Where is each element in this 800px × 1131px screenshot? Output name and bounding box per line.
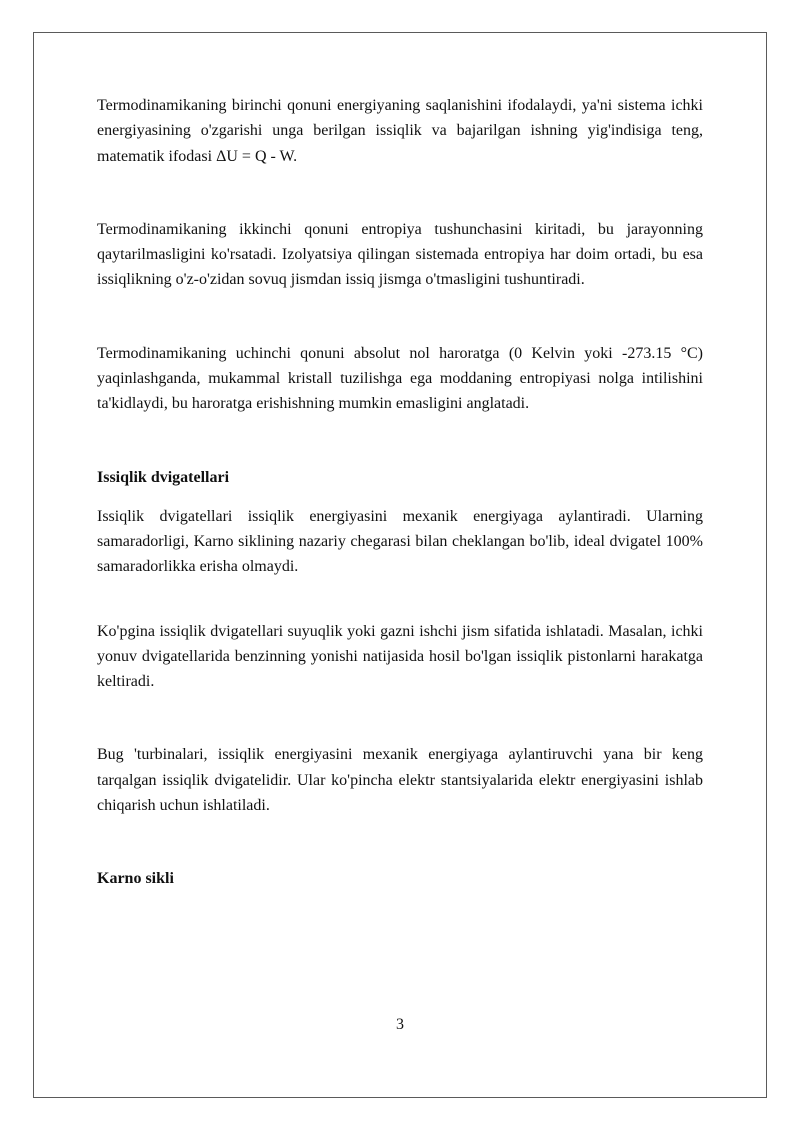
paragraph-heat-engines-intro: Issiqlik dvigatellari issiqlik energiyasini mexanik energiyaga aylantiradi. Ularning samaradorligi, Karno siklining nazariy chegarasi bilan cheklangan bo'lib, ideal dvigatel 100% samaradorlikka erisha olmaydi. bbox=[97, 507, 703, 576]
paragraph-first-law: Termodinamikaning birinchi qonuni energiyaning saqlanishini ifodalaydi, ya'ni sistema ichki energiyasining o'zgarishi unga berilgan issiqlik va bajarilgan ishning yig'indisiga teng, matematik ifodasi ΔU = Q - W. bbox=[97, 97, 703, 165]
paragraph-working-fluid: Ko'pgina issiqlik dvigatellari suyuqlik yoki gazni ishchi jism sifatida ishlatadi. Masalan, ichki yonuv dvigatellarida benzinning yonishi natijasida hosil bo'lgan issiqlik pistonlarni harakatga keltiradi. bbox=[97, 622, 703, 691]
paragraph-second-law: Termodinamikaning ikkinchi qonuni entropiya tushunchasini kiritadi, bu jarayonning qaytarilmasligini ko'rsatadi. Izolyatsiya qilingan sistemada entropiya har doim ortadi, bu esa issiqlikning o'z-o'zidan sovuq jismdan issiq jismga o'tmasligini tushuntiradi. bbox=[97, 220, 703, 289]
page-number: 3 bbox=[396, 1016, 404, 1033]
paragraph-third-law: Termodinamikaning uchinchi qonuni absolut nol haroratga (0 Kelvin yoki -273.15 °C) yaqinlashganda, mukammal kristall tuzilishga ega moddaning entropiyasi nolga intilishini ta'kidlaydi, bu haroratga erishishning mumkin emasligini anglatadi. bbox=[97, 344, 703, 413]
section-heading-heat-engines: Issiqlik dvigatellari bbox=[97, 468, 230, 486]
paragraph-steam-turbines: Bug 'turbinalari, issiqlik energiyasini mexanik energiyaga aylantiruvchi yana bir keng tarqalgan issiqlik dvigatelidir. Ular ko'pincha elektr stantsiyalarida elektr energiyasini ishlab chiqarish uchun ishlatiladi. bbox=[97, 746, 703, 815]
section-heading-carnot-cycle: Karno sikli bbox=[97, 870, 174, 888]
page-content bbox=[97, 93, 703, 891]
